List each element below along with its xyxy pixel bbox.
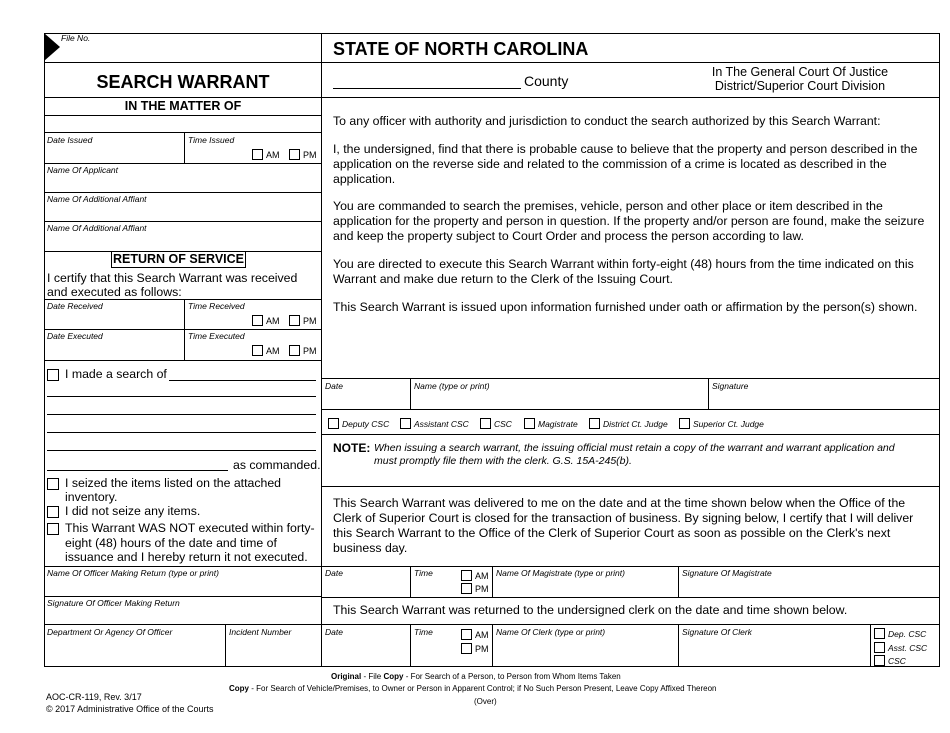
issuer-name-label: Name (type or print) — [414, 381, 490, 391]
magistrate-am-checkbox[interactable] — [461, 570, 472, 581]
copyright: © 2017 Administrative Office of the Courts — [46, 704, 214, 714]
clerk-am-checkbox[interactable] — [461, 629, 472, 640]
incident-label: Incident Number — [229, 627, 292, 637]
role-district-judge-checkbox[interactable] — [589, 418, 600, 429]
return-heading: RETURN OF SERVICE — [112, 252, 245, 266]
top-border — [44, 33, 940, 34]
name-applicant-label: Name Of Applicant — [47, 165, 119, 175]
footer-distribution-1: Original - File Copy - For Search of a Person, to Person from Whom Items Taken — [331, 672, 621, 681]
county-label: County — [524, 73, 569, 89]
role-superior-judge-checkbox[interactable] — [679, 418, 690, 429]
date-executed-label: Date Executed — [47, 331, 103, 341]
time-issued-label: Time Issued — [188, 135, 235, 145]
time-executed-label: Time Executed — [188, 331, 245, 341]
clerk-time-label: Time — [414, 627, 433, 637]
para-issued-upon: This Search Warrant is issued upon information furnished under oath or affirmation by the person(s) shown. — [333, 300, 918, 314]
time-executed-am-checkbox[interactable] — [252, 345, 263, 356]
para-probable-cause: I, the undersigned, find that there is probable cause to believe that the property and person described in the application on the reverse side and related to the commission of a crime is located as described in the application. — [333, 142, 918, 186]
returned-text: This Search Warrant was returned to the undersigned clerk on the date and time shown below. — [333, 603, 848, 617]
not-executed-checkbox[interactable] — [47, 523, 59, 535]
time-received-label: Time Received — [188, 301, 245, 311]
seized-label: I seized the items listed on the attached inventory. — [65, 476, 282, 504]
not-executed-label: This Warrant WAS NOT executed within forty-eight (48) hours of the date and time of issuance and I hereby return it not executed. — [65, 521, 315, 564]
role-assistant-csc-checkbox[interactable] — [400, 418, 411, 429]
form-title: SEARCH WARRANT — [96, 72, 270, 92]
clerk-csc-checkbox[interactable] — [874, 655, 885, 666]
para-commanded: You are commanded to search the premises, vehicle, person and other place or item described in the application for the property and person in question. If the property and/or person are found, make the seizure and keep the property subject to Court Order and process the person according to law. — [333, 199, 925, 243]
magistrate-time-label: Time — [414, 568, 433, 578]
left-border — [44, 33, 45, 667]
officer-name-label: Name Of Officer Making Return (type or print) — [47, 568, 219, 578]
matter-heading: IN THE MATTER OF — [124, 99, 242, 113]
dept-label: Department Or Agency Of Officer — [47, 627, 173, 637]
state-title: STATE OF NORTH CAROLINA — [333, 39, 589, 59]
right-border — [939, 33, 940, 667]
file-no-arrow-icon — [44, 33, 60, 61]
date-received-label: Date Received — [47, 301, 103, 311]
form-number: AOC-CR-119, Rev. 3/17 — [46, 692, 142, 702]
magistrate-pm-checkbox[interactable] — [461, 583, 472, 594]
clerk-signature-label: Signature Of Clerk — [682, 627, 752, 637]
county-line[interactable] — [333, 88, 521, 89]
para-directed: You are directed to execute this Search Warrant within forty-eight (48) hours from the time indicated on this Warrant and make due return to the Clerk of the Issuing Court. — [333, 257, 914, 286]
time-issued-am-checkbox[interactable] — [252, 149, 263, 160]
magistrate-date-label: Date — [325, 568, 343, 578]
note-label: NOTE: — [333, 441, 371, 455]
not-seize-label: I did not seize any items. — [65, 504, 201, 518]
footer-over: (Over) — [474, 697, 497, 706]
made-search-line[interactable] — [169, 380, 316, 381]
made-search-label: I made a search of — [65, 367, 167, 381]
certify-text: I certify that this Search Warrant was received and executed as follows: — [47, 271, 298, 299]
issuer-date-label: Date — [325, 381, 343, 391]
name-affiant1-label: Name Of Additional Affiant — [47, 194, 147, 204]
center-divider — [321, 33, 322, 667]
not-seize-checkbox[interactable] — [47, 506, 59, 518]
clerk-asst-csc-checkbox[interactable] — [874, 642, 885, 653]
clerk-name-label: Name Of Clerk (type or print) — [496, 627, 606, 637]
role-csc-checkbox[interactable] — [480, 418, 491, 429]
delivered-text: This Search Warrant was delivered to me on the date and at the time shown below when the Office of the Clerk of Superior Court is closed for the transaction of business. By signing below, I certify that I will deliver this Search Warrant to the Office of the Clerk of Superior Court as soon as possible on the Clerk's next business day. — [333, 496, 914, 555]
time-issued-pm-checkbox[interactable] — [289, 149, 300, 160]
seized-checkbox[interactable] — [47, 478, 59, 490]
magistrate-name-label: Name Of Magistrate (type or print) — [496, 568, 625, 578]
court-name: In The General Court Of Justice District/Superior Court Division — [711, 65, 889, 93]
note-text: When issuing a search warrant, the issuing official must retain a copy of the warrant and warrant application and must promptly file them with the clerk. G.S. 15A-245(b). — [374, 442, 895, 467]
clerk-dep-csc-checkbox[interactable] — [874, 628, 885, 639]
clerk-date-label: Date — [325, 627, 343, 637]
bottom-border — [44, 666, 940, 667]
officer-signature-label: Signature Of Officer Making Return — [47, 598, 180, 608]
time-executed-pm-checkbox[interactable] — [289, 345, 300, 356]
clerk-pm-checkbox[interactable] — [461, 643, 472, 654]
footer-distribution-2: Copy - For Search of Vehicle/Premises, to Owner or Person in Apparent Control; if No Such Person Present, Leave Copy Affixed Thereon — [229, 684, 717, 693]
name-affiant2-label: Name Of Additional Affiant — [47, 223, 147, 233]
file-no-label: File No. — [61, 33, 91, 43]
issuer-signature-label: Signature — [712, 381, 749, 391]
role-magistrate-checkbox[interactable] — [524, 418, 535, 429]
magistrate-signature-label: Signature Of Magistrate — [682, 568, 772, 578]
as-commanded-label: as commanded. — [233, 458, 321, 472]
para-to-officer: To any officer with authority and jurisdiction to conduct the search authorized by this Search Warrant: — [333, 114, 881, 128]
date-issued-label: Date Issued — [47, 135, 93, 145]
role-deputy-csc-checkbox[interactable] — [328, 418, 339, 429]
made-search-checkbox[interactable] — [47, 369, 59, 381]
time-received-am-checkbox[interactable] — [252, 315, 263, 326]
time-received-pm-checkbox[interactable] — [289, 315, 300, 326]
